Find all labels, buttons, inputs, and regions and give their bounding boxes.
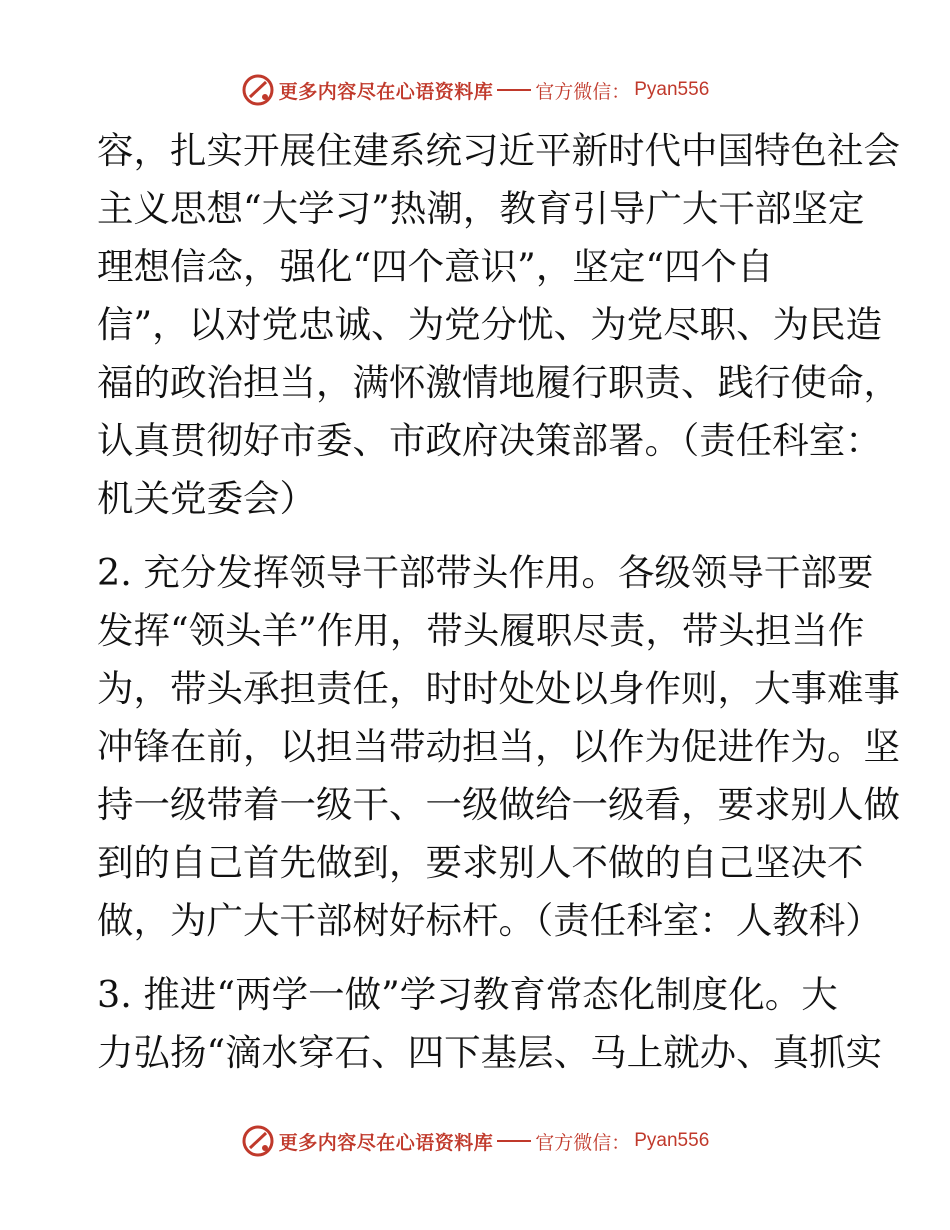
footer-banner <box>0 1123 950 1159</box>
text-line: 力弘扬“滴水穿石、四下基层、马上就办、真抓实 <box>97 1031 883 1074</box>
text-line: 持一级带着一级干、一级做给一级看，要求别人做 <box>97 783 900 826</box>
text-line: 理想信念，强化“四个意识”，坚定“四个自 <box>97 245 774 288</box>
paragraph-2 <box>97 544 900 950</box>
text-line: 容，扎实开展住建系统习近平新时代中国特色社会 <box>97 129 900 172</box>
text-line: 3. 推进“两学一做”学习教育常态化制度化。大 <box>97 973 838 1016</box>
header-wechat-id: Pyan556 <box>634 79 710 100</box>
text-line: 主义思想“大学习”热潮，教育引导广大干部坚定 <box>97 187 865 230</box>
brand-logo-icon <box>241 1124 275 1158</box>
header-banner <box>0 72 950 108</box>
footer-divider <box>497 1140 531 1142</box>
document-body <box>97 122 900 1082</box>
brand-logo-icon <box>241 73 275 107</box>
footer-brand-text: 更多内容尽在心语资料库 <box>278 1131 494 1154</box>
text-line: 发挥“领头羊”作用，带头履职尽责，带头担当作 <box>97 609 865 652</box>
text-line: 认真贯彻好市委、市政府决策部署。（责任科室： <box>97 419 882 462</box>
paragraph-3 <box>97 966 883 1082</box>
footer-wechat-id: Pyan556 <box>634 1130 710 1151</box>
header-wechat-label: 官方微信： <box>535 80 631 103</box>
text-line: 做，为广大干部树好标杆。（责任科室：人教科） <box>97 899 882 942</box>
text-line: 为，带头承担责任，时时处处以身作则，大事难事 <box>97 667 900 710</box>
text-line: 福的政治担当，满怀激情地履行职责、践行使命， <box>97 361 900 404</box>
text-line: 机关党委会） <box>97 477 316 520</box>
text-line: 冲锋在前，以担当带动担当，以作为促进作为。坚 <box>97 725 900 768</box>
text-line: 信”，以对党忠诚、为党分忧、为党尽职、为民造 <box>97 303 883 346</box>
text-line: 2. 充分发挥领导干部带头作用。各级领导干部要 <box>97 551 874 594</box>
header-divider <box>497 89 531 91</box>
paragraph-1 <box>97 122 900 528</box>
footer-wechat-label: 官方微信： <box>535 1131 631 1154</box>
header-brand-text: 更多内容尽在心语资料库 <box>278 80 494 103</box>
text-line: 到的自己首先做到，要求别人不做的自己坚决不 <box>97 841 864 884</box>
